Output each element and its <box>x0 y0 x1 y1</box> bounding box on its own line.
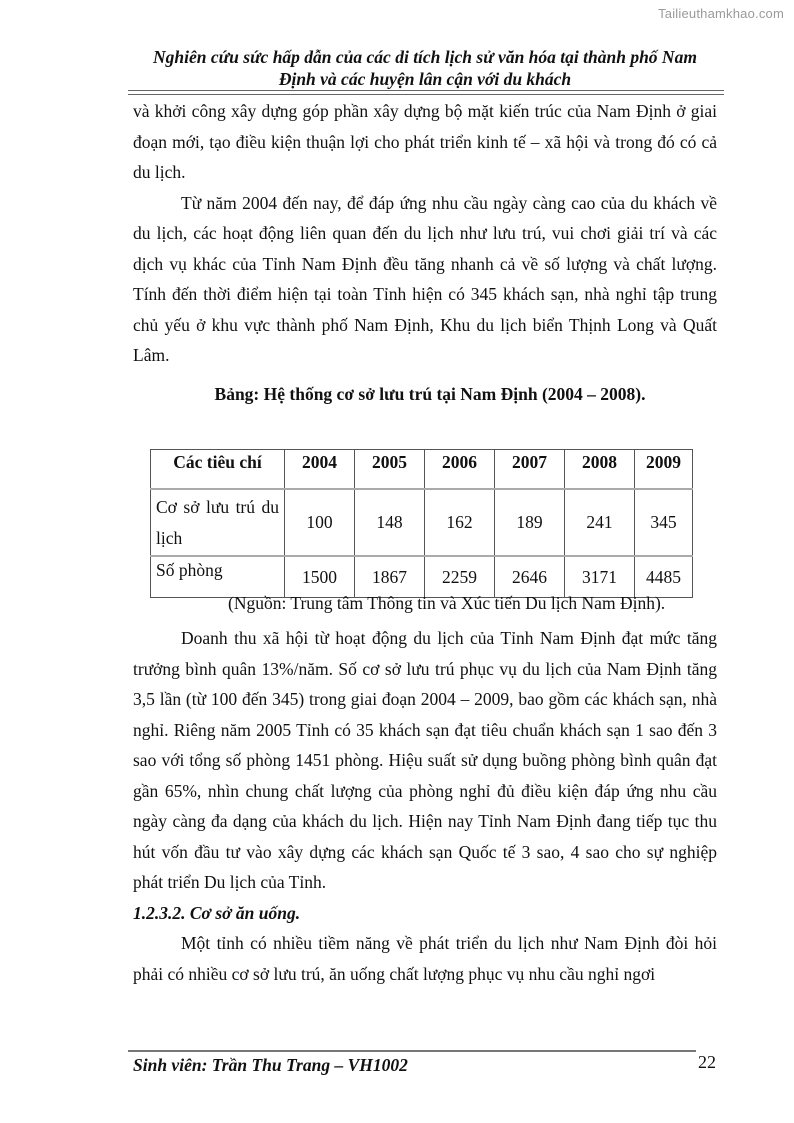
row-label-accommodation: Cơ sở lưu trú du lịch <box>151 489 285 556</box>
table-cell: 345 <box>635 489 693 556</box>
footer-rule <box>128 1050 696 1052</box>
table-cell: 3171 <box>565 556 635 598</box>
header-cell-year: 2005 <box>355 450 425 490</box>
table-row <box>151 489 693 556</box>
page-header <box>126 46 724 90</box>
watermark-text: Tailieuthamkhao.com <box>658 6 784 21</box>
paragraph-revenue: Doanh thu xã hội từ hoạt động du lịch của Tỉnh Nam Định đạt mức tăng trưởng bình quân 13%/năm. Số cơ sở lưu trú phục vụ du lịch của Nam Định tăng 3,5 lần (từ 100 đến 345) trong giai đoạn 2004 – 2009, bao gồm các khách sạn, nhà nghỉ. Riêng năm 2005 Tỉnh có 35 khách sạn đạt tiêu chuẩn khách sạn 1 sao đến 3 sao với tổng số phòng 1451 phòng. Hiệu suất sử dụng buồng phòng bình quân đạt gần 65%, nhìn chung chất lượng của phòng nghỉ đủ điều kiện đáp ứng nhu cầu ngày càng đa dạng của khách du lịch. Hiện nay Tỉnh Nam Định đang tiếp tục thu hút vốn đầu tư vào xây dựng các khách sạn Quốc tế 3 sao, 4 sao cho sự nghiệp phát triển Du lịch của Tỉnh. <box>133 628 717 892</box>
table-cell: 241 <box>565 489 635 556</box>
header-double-rule <box>128 90 724 95</box>
accommodation-table <box>150 449 693 598</box>
header-cell-criteria: Các tiêu chí <box>151 450 285 490</box>
table-cell: 1500 <box>285 556 355 598</box>
table-header-row <box>151 450 693 490</box>
table-cell: 4485 <box>635 556 693 598</box>
table-cell: 2259 <box>425 556 495 598</box>
body-text-top <box>133 96 717 371</box>
header-cell-year: 2009 <box>635 450 693 490</box>
table-row <box>151 556 693 598</box>
table-caption: Bảng: Hệ thống cơ sở lưu trú tại Nam Định (2004 – 2008). <box>214 384 646 404</box>
header-cell-year: 2007 <box>495 450 565 490</box>
page-number: 22 <box>698 1052 716 1072</box>
row-label-rooms: Số phòng <box>151 556 285 598</box>
header-cell-year: 2004 <box>285 450 355 490</box>
table-cell: 189 <box>495 489 565 556</box>
paragraph-accommodation-growth: Từ năm 2004 đến nay, để đáp ứng nhu cầu ngày càng cao của du khách về du lịch, các hoạt động liên quan đến du lịch như lưu trú, vui chơi giải trí và các dịch vụ khác của Tỉnh Nam Định đều tăng nhanh cả về số lượng và chất lượng. Tính đến thời điểm hiện tại toàn Tỉnh hiện có 345 khách sạn, nhà nghỉ tập trung chủ yếu ở khu vực thành phố Nam Định, Khu du lịch biển Thịnh Long và Quất Lâm. <box>133 192 717 365</box>
section-heading: 1.2.3.2. Cơ sở ăn uống. <box>133 902 301 923</box>
table-cell: 162 <box>425 489 495 556</box>
header-title-line-1: Nghiên cứu sức hấp dẫn của các di tích lịch sử văn hóa tại thành phố Nam <box>153 47 697 67</box>
table-cell: 2646 <box>495 556 565 598</box>
table-cell: 148 <box>355 489 425 556</box>
table-cell: 1867 <box>355 556 425 598</box>
paragraph-dining: Một tỉnh có nhiều tiềm năng về phát triển du lịch như Nam Định đòi hỏi phải có nhiều cơ sở lưu trú, ăn uống chất lượng phục vụ nhu cầu nghỉ ngơi <box>133 933 717 984</box>
header-cell-year: 2008 <box>565 450 635 490</box>
footer-author: Sinh viên: Trần Thu Trang – VH1002 <box>133 1055 408 1075</box>
body-text-bottom <box>133 623 717 989</box>
header-cell-year: 2006 <box>425 450 495 490</box>
table-cell: 100 <box>285 489 355 556</box>
header-title-line-2: Định và các huyện lân cận với du khách <box>278 69 572 89</box>
paragraph-continuation: và khởi công xây dựng góp phần xây dựng bộ mặt kiến trúc của Nam Định ở giai đoạn mới, tạo điều kiện thuận lợi cho phát triển kinh tế – xã hội và trong đó có cả du lịch. <box>133 101 717 182</box>
table-source-note: (Nguồn: Trung tâm Thông tin và Xúc tiến Du lịch Nam Định). <box>228 593 666 613</box>
